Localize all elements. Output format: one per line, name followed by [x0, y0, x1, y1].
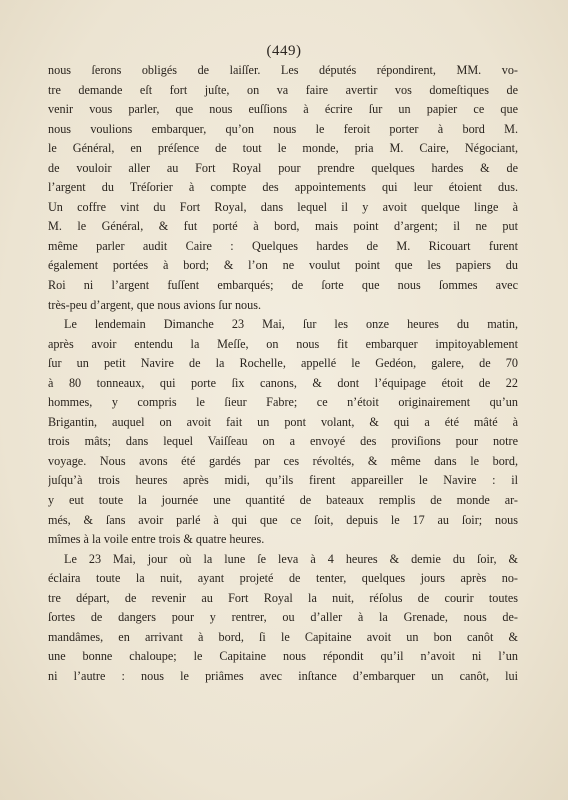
text-line: également portées à bord; & l’on ne voulut point que les papiers du — [48, 258, 518, 273]
text-line: voyage. Nous avons été gardés par ces révoltés, & même dans le bord, — [48, 453, 518, 468]
text-line: juſqu’à trois heures après midi, qu’ils firent appareiller le Navire : il — [48, 473, 518, 488]
text-line: venir vous parler, que nous euſſions à écrire ſur un papier ce que — [48, 102, 518, 117]
text-line: mandâmes, en arrivant à bord, ſi le Capitaine avoit un bon canôt & — [48, 629, 518, 644]
text-line: Un coffre vint du Fort Royal, dans lequel il y avoit quelque linge à — [48, 199, 518, 214]
text-line: y eut toute la journée une quantité de bateaux remplis de monde ar- — [48, 493, 518, 508]
text-line: à 80 tonneaux, qui porte ſix canons, & dont l’équipage étoit de 22 — [48, 375, 518, 390]
text-line: mîmes à la voile entre trois & quatre heures. — [48, 532, 265, 547]
text-line: après avoir entendu la Meſſe, on nous fit embarquer impitoyablement — [48, 336, 518, 351]
text-line: Roi ni l’argent fuſſent embarqués; de ſorte que nous ſommes avec — [48, 278, 518, 293]
text-line: le Général, en préſence de tout le monde, pria M. Caire, Négociant, — [48, 141, 518, 156]
text-line: trois mâts; dans lequel Vaiſſeau on a envoyé des proviſions pour notre — [48, 434, 518, 449]
text-line: nous voulions embarquer, qu’on nous le feroit porter à bord M. — [48, 121, 518, 136]
text-line: l’argent du Tréſorier à compte des appointements qui leur étoient dus. — [48, 180, 518, 195]
text-line: Brigantin, auquel on avoit fait un pont volant, & qui a été mâté à — [48, 414, 518, 429]
text-line: hommes, y compris le ſieur Fabre; ce n’étoit originairement qu’un — [48, 395, 518, 410]
text-line: même parler audit Caire : Quelques hardes de M. Ricouart furent — [48, 238, 518, 253]
text-line: de vouloir aller au Fort Royal pour prendre quelques hardes & de — [48, 160, 518, 175]
page-number: (449) — [266, 43, 302, 59]
text-line: més, & ſans avoir parlé à qui que ce ſoit, depuis le 17 au ſoir; nous — [48, 512, 518, 527]
text-line: M. le Général, & fut porté à bord, mais point d’argent; il ne put — [48, 219, 518, 234]
text-line: tre départ, de revenir au Fort Royal la nuit, réſolus de courir toutes — [48, 590, 518, 605]
text-line: nous ſerons obligés de laiſſer. Les députés répondirent, MM. vo- — [48, 63, 518, 77]
text-line: ſur un petit Navire de la Rochelle, appellé le Gedéon, galere, de 70 — [48, 356, 518, 371]
text-line: une bonne chaloupe; le Capitaine nous répondit qu’il n’avoit ni l’un — [48, 649, 518, 664]
text-line: très-peu d’argent, que nous avions ſur nous. — [48, 297, 262, 312]
text-line: ſortes de dangers pour y rentrer, ou d’aller à la Grenade, nous de- — [48, 610, 518, 625]
text-line: Le lendemain Dimanche 23 Mai, ſur les onze heures du matin, — [64, 317, 518, 332]
body-text — [48, 61, 518, 687]
text-line: Le 23 Mai, jour où la lune ſe leva à 4 heures & demie du ſoir, & — [64, 551, 518, 566]
text-line: éclaira toute la nuit, ayant projeté de tenter, quelques jours après no- — [48, 571, 518, 586]
text-line: tre demande eſt fort juſte, on va faire avertir vos domeſtiques de — [48, 82, 518, 97]
text-line: ni l’autre : nous le priâmes avec inſtance d’embarquer un canôt, lui — [48, 668, 518, 683]
